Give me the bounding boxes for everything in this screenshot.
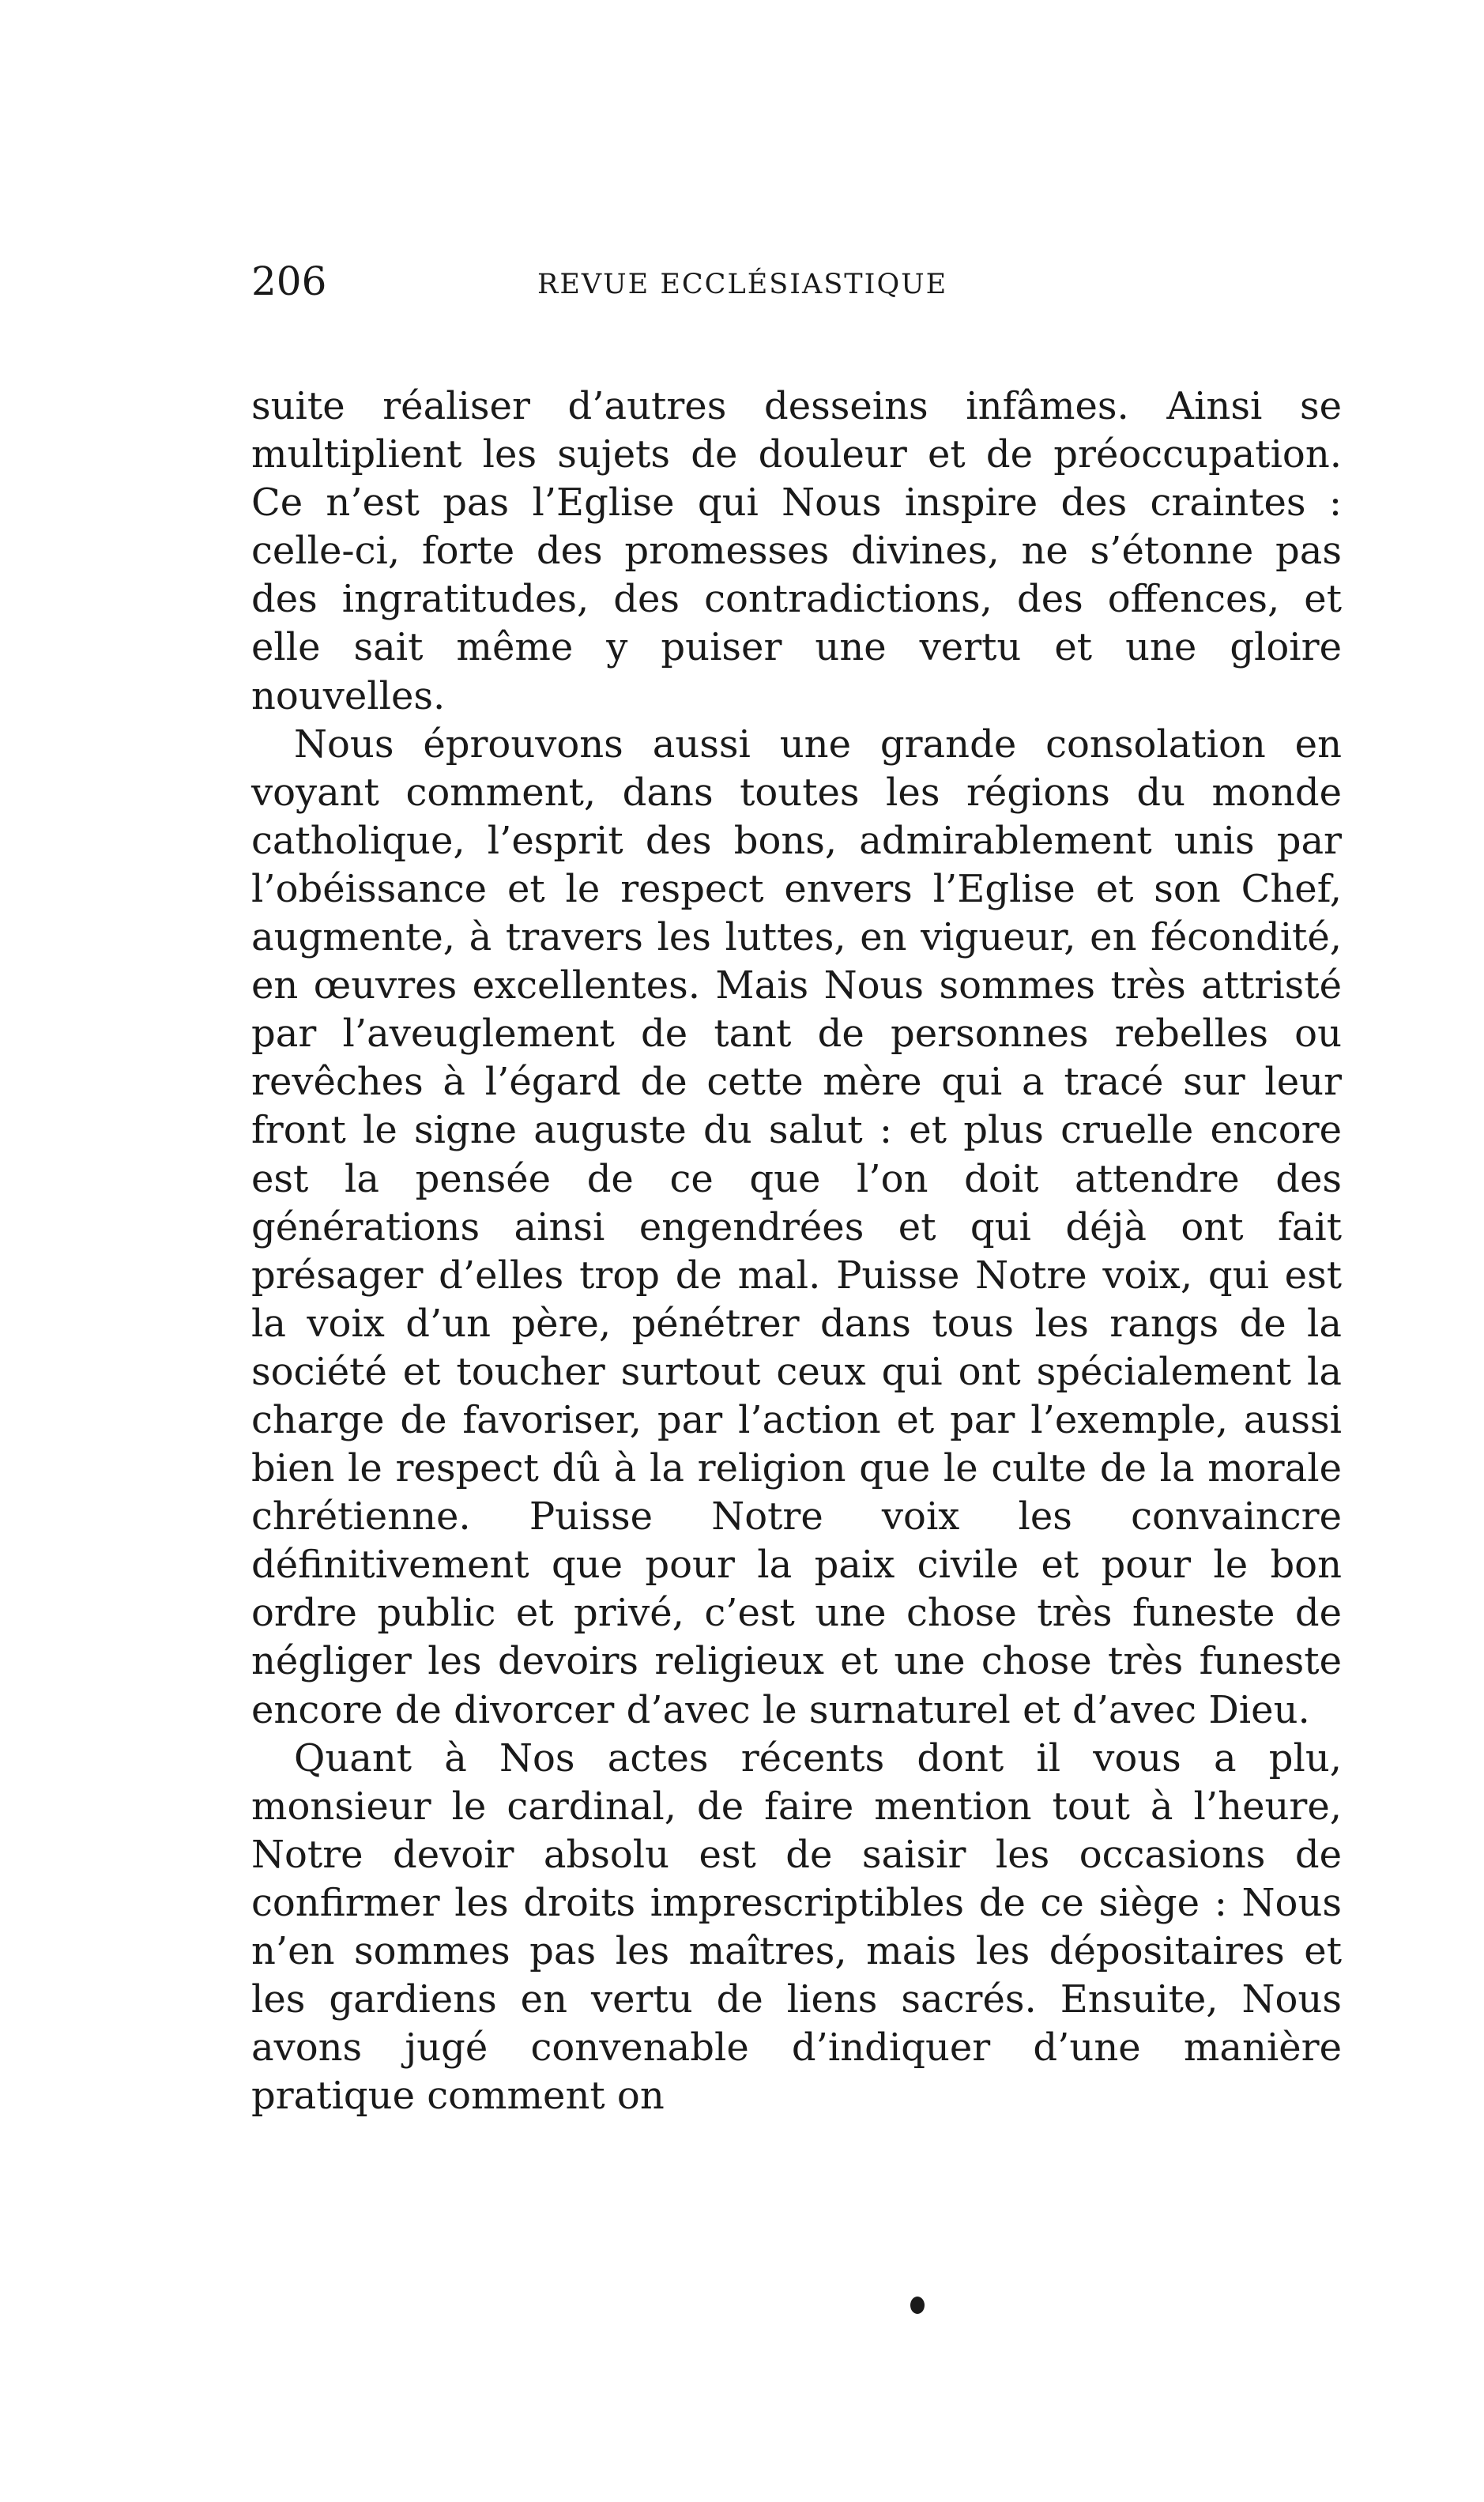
body-text (251, 382, 1342, 2120)
bullet-ornament (910, 2297, 925, 2314)
page-number: 206 (251, 258, 327, 304)
paragraph-3: Quant à Nos actes récents dont il vous a plu, monsieur le cardinal, de faire mention tout à l’heure, Notre devoir absolu est de saisir les occasions de confirmer les droits imprescriptibles de ce siège : Nous n’en sommes pas les maîtres, mais les dépositaires et les gardiens en vertu de liens sacrés. Ensuite, Nous avons jugé convenable d’indiquer d’une manière pratique comment on (251, 1735, 1342, 2119)
paragraph-1: suite réaliser d’autres desseins infâmes. Ainsi se multiplient les sujets de douleur et de préoccupation. Ce n’est pas l’Eglise qui Nous inspire des craintes : celle-ci, forte des promesses divines, ne s’étonne pas des ingratitudes, des contradictions, des offences, et elle sait même y puiser une vertu et une gloire nouvelles. (251, 384, 1342, 718)
paragraph-2: Nous éprouvons aussi une grande consolation en voyant comment, dans toutes les régions du monde catholique, l’esprit des bons, admirablement unis par l’obéissance et le respect envers l’Eglise et son Chef, augmente, à travers les luttes, en vigueur, en fécondité, en œuvres excellentes. Mais Nous sommes très attristé par l’aveuglement de tant de personnes rebelles ou revêches à l’égard de cette mère qui a tracé sur leur front le signe auguste du salut : et plus cruelle encore est la pensée de ce que l’on doit attendre des générations ainsi engendrées et qui déjà ont fait présager d’elles trop de mal. Puisse Notre voix, qui est la voix d’un père, pénétrer dans tous les rangs de la société et toucher surtout ceux qui ont spécialement la charge de favoriser, par l’action et par l’exemple, aussi bien le respect dû à la religion que le culte de la morale chrétienne. Puisse Notre voix les convaincre définitivement que pour la paix civile et pour le bon ordre public et privé, c’est une chose très funeste de négliger les devoirs religieux et une chose très funeste encore de divorcer d’avec le surnaturel et d’avec Dieu. (251, 722, 1342, 1732)
running-head: REVUE ECCLÉSIASTIQUE (537, 269, 948, 300)
